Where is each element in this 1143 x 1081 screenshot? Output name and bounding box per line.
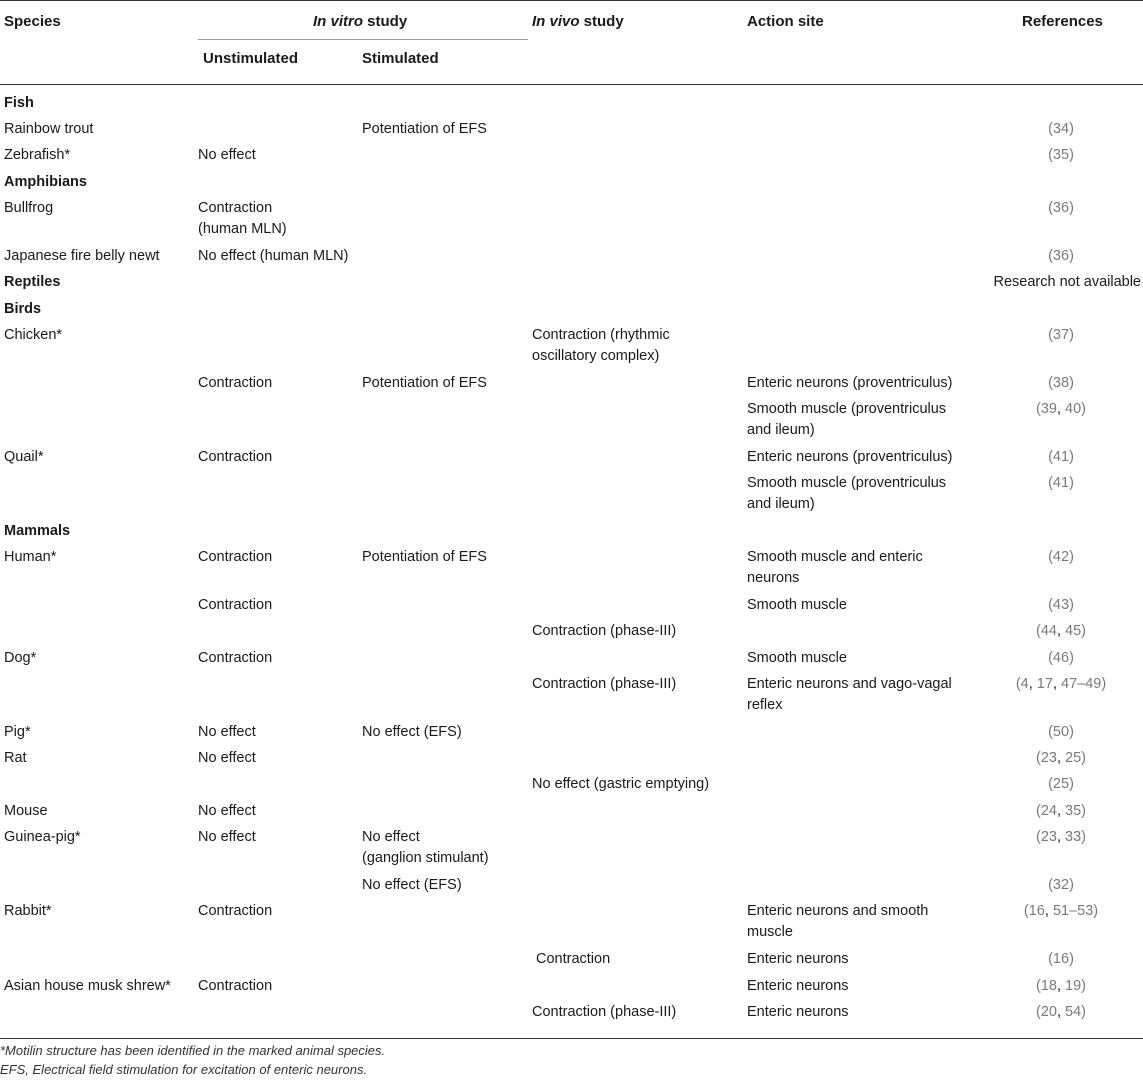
action-site-cell: Smooth muscle (proventriculus (747, 475, 947, 491)
ref-close-paren: ) (1069, 200, 1074, 216)
species-cell: Mouse (4, 803, 48, 819)
reference-link[interactable]: 51–53 (1052, 903, 1094, 919)
references-cell (1048, 198, 1074, 219)
reference-link[interactable]: 16 (1052, 951, 1070, 967)
references-cell (1048, 648, 1074, 669)
header-bottom-rule (0, 84, 1143, 85)
header-references: References (1022, 13, 1103, 30)
reference-link[interactable]: 42 (1052, 549, 1070, 565)
group-heading: Reptiles (4, 274, 61, 290)
reference-link[interactable]: 23 (1040, 750, 1057, 766)
species-cell: Pig* (4, 724, 31, 740)
reference-link[interactable]: 43 (1052, 597, 1070, 613)
ref-close-paren: ) (1081, 623, 1087, 639)
in-vivo-cell: Contraction (rhythmic (532, 327, 670, 343)
action-site-cell: Enteric neurons (747, 1004, 849, 1020)
ref-close-paren: ) (1081, 829, 1087, 845)
stimulated-cell: No effect (362, 829, 420, 845)
action-site-cell-line2: reflex (747, 697, 783, 713)
reference-link[interactable]: 45 (1065, 623, 1082, 639)
reference-link[interactable]: 19 (1065, 978, 1082, 994)
unstimulated-cell: Contraction (198, 597, 273, 613)
references-cell (1048, 547, 1074, 568)
stimulated-cell: Potentiation of EFS (362, 549, 487, 565)
species-cell: Zebrafish* (4, 147, 71, 163)
reference-link[interactable]: 36 (1052, 248, 1070, 264)
ref-close-paren: ) (1069, 724, 1074, 740)
reference-link[interactable]: 17 (1036, 676, 1053, 692)
header-in-vivo-italic: In vivo (532, 13, 580, 30)
references-cell (1048, 595, 1074, 616)
reference-link[interactable]: 16 (1028, 903, 1045, 919)
references-cell: Research not available (993, 274, 1141, 290)
unstimulated-cell: Contraction (198, 200, 273, 216)
in-vivo-cell-line2: oscillatory complex) (532, 348, 660, 364)
stimulated-cell-line2: (ganglion stimulant) (362, 850, 489, 866)
action-site-cell: Smooth muscle (747, 597, 847, 613)
reference-link[interactable]: 32 (1052, 877, 1070, 893)
ref-open-paren: ( (1035, 829, 1041, 845)
species-cell: Bullfrog (4, 200, 54, 216)
reference-link[interactable]: 44 (1040, 623, 1057, 639)
header-in-vitro (313, 11, 407, 32)
ref-open-paren: ( (1048, 877, 1053, 893)
reference-link[interactable]: 50 (1052, 724, 1070, 740)
stimulated-cell: No effect (EFS) (362, 724, 462, 740)
action-site-cell: Enteric neurons and smooth (747, 903, 929, 919)
ref-close-paren: ) (1081, 978, 1087, 994)
reference-link[interactable]: 41 (1052, 449, 1070, 465)
references-cell (1048, 949, 1074, 970)
ref-close-paren: ) (1069, 475, 1074, 491)
references-cell: (23, 33) (1035, 829, 1087, 845)
in-vivo-cell: Contraction (536, 951, 611, 967)
header-action-site: Action site (747, 13, 824, 30)
reference-link[interactable]: 24 (1040, 803, 1057, 819)
references-cell (1048, 875, 1074, 896)
ref-close-paren: ) (1069, 327, 1074, 343)
species-cell: Rat (4, 750, 27, 766)
references-cell: (4, 17, 47–49) (1015, 676, 1107, 692)
species-cell: Dog* (4, 650, 37, 666)
unstimulated-cell: No effect (human MLN) (198, 248, 349, 264)
in-vitro-span-rule (198, 39, 528, 40)
header-in-vitro-italic: In vitro (313, 13, 364, 30)
ref-open-paren: ( (1035, 803, 1041, 819)
ref-open-paren: ( (1048, 121, 1053, 137)
reference-link[interactable]: 25 (1065, 750, 1082, 766)
ref-close-paren: ) (1069, 375, 1074, 391)
references-cell (1048, 119, 1074, 140)
unstimulated-cell: Contraction (198, 375, 273, 391)
ref-close-paren: ) (1069, 877, 1074, 893)
ref-close-paren: ) (1069, 597, 1074, 613)
ref-open-paren: ( (1048, 650, 1053, 666)
ref-close-paren: ) (1069, 449, 1074, 465)
reference-link[interactable]: 47–49 (1061, 676, 1102, 692)
action-site-cell: Smooth muscle (747, 650, 847, 666)
action-site-cell: Enteric neurons and vago-vagal (747, 676, 952, 692)
ref-open-paren: ( (1048, 597, 1053, 613)
ref-close-paren: ) (1101, 676, 1107, 692)
references-cell (1048, 246, 1074, 267)
ref-close-paren: ) (1081, 1004, 1087, 1020)
stimulated-cell: No effect (EFS) (362, 877, 462, 893)
action-site-cell-line2: neurons (747, 570, 800, 586)
reference-link[interactable]: 20 (1040, 1004, 1057, 1020)
ref-close-paren: ) (1069, 549, 1074, 565)
header-stimulated: Stimulated (362, 50, 439, 67)
references-cell (1048, 373, 1074, 394)
reference-link[interactable]: 18 (1040, 978, 1057, 994)
ref-close-paren: ) (1081, 803, 1087, 819)
unstimulated-cell: No effect (198, 147, 256, 163)
reference-link[interactable]: 4 (1020, 676, 1029, 692)
references-cell: (20, 54) (1035, 1004, 1087, 1020)
species-cell: Rainbow trout (4, 121, 94, 137)
ref-close-paren: ) (1081, 750, 1087, 766)
reference-link[interactable]: 23 (1040, 829, 1057, 845)
references-cell (1048, 473, 1074, 494)
references-cell (1048, 447, 1074, 468)
ref-open-paren: ( (1048, 449, 1053, 465)
footnote-efs: EFS, Electrical field stimulation for excitation of enteric neurons. (0, 1062, 368, 1077)
action-site-cell: Enteric neurons (proventriculus) (747, 375, 953, 391)
ref-open-paren: ( (1035, 1004, 1041, 1020)
ref-open-paren: ( (1048, 327, 1053, 343)
group-heading: Amphibians (4, 174, 87, 190)
ref-open-paren: ( (1035, 978, 1041, 994)
unstimulated-cell: No effect (198, 803, 256, 819)
reference-link[interactable]: 33 (1065, 829, 1082, 845)
references-cell: (24, 35) (1035, 803, 1087, 819)
ref-open-paren: ( (1048, 200, 1053, 216)
ref-open-paren: ( (1048, 951, 1053, 967)
reference-link[interactable]: 39 (1040, 401, 1057, 417)
reference-link[interactable]: 34 (1052, 121, 1070, 137)
action-site-cell-line2: muscle (747, 924, 793, 940)
references-cell (1048, 325, 1074, 346)
ref-open-paren: ( (1048, 549, 1053, 565)
reference-link[interactable]: 25 (1052, 776, 1070, 792)
header-in-vivo-rest: study (579, 13, 624, 30)
action-site-cell-line2: and ileum) (747, 496, 815, 512)
ref-close-paren: ) (1093, 903, 1099, 919)
ref-close-paren: ) (1069, 147, 1074, 163)
ref-close-paren: ) (1081, 401, 1087, 417)
unstimulated-cell: No effect (198, 829, 256, 845)
species-cell: Japanese fire belly newt (4, 248, 160, 264)
stimulated-cell: Potentiation of EFS (362, 121, 487, 137)
action-site-cell: Smooth muscle and enteric (747, 549, 923, 565)
ref-open-paren: ( (1023, 903, 1029, 919)
group-heading: Birds (4, 301, 42, 317)
reference-link[interactable]: 40 (1065, 401, 1082, 417)
unstimulated-cell: Contraction (198, 449, 273, 465)
species-cell: Quail* (4, 449, 44, 465)
in-vivo-cell: Contraction (phase-III) (532, 676, 677, 692)
ref-close-paren: ) (1069, 248, 1074, 264)
ref-open-paren: ( (1048, 776, 1053, 792)
ref-open-paren: ( (1048, 475, 1053, 491)
unstimulated-cell: No effect (198, 724, 256, 740)
ref-open-paren: ( (1048, 248, 1053, 264)
in-vivo-cell: Contraction (phase-III) (532, 1004, 677, 1020)
references-cell: (44, 45) (1035, 623, 1087, 639)
reference-link[interactable]: 35 (1052, 147, 1070, 163)
in-vivo-cell: No effect (gastric emptying) (532, 776, 710, 792)
ref-open-paren: ( (1048, 375, 1053, 391)
ref-open-paren: ( (1048, 724, 1053, 740)
action-site-cell: Enteric neurons (proventriculus) (747, 449, 953, 465)
header-in-vitro-rest: study (363, 13, 408, 30)
unstimulated-cell-line2: (human MLN) (198, 221, 287, 237)
action-site-cell: Enteric neurons (747, 978, 849, 994)
table-bottom-rule (0, 1038, 1143, 1039)
references-cell (1048, 145, 1074, 166)
action-site-cell-line2: and ileum) (747, 422, 815, 438)
unstimulated-cell: Contraction (198, 978, 273, 994)
species-cell: Guinea-pig* (4, 829, 81, 845)
ref-open-paren: ( (1048, 147, 1053, 163)
references-cell: (16, 51–53) (1023, 903, 1099, 919)
references-cell: (39, 40) (1035, 401, 1087, 417)
reference-link[interactable]: 41 (1052, 475, 1070, 491)
reference-link[interactable]: 37 (1052, 327, 1070, 343)
reference-link[interactable]: 38 (1052, 375, 1070, 391)
table-top-rule (0, 0, 1143, 1)
reference-link[interactable]: 54 (1065, 1004, 1082, 1020)
unstimulated-cell: Contraction (198, 650, 273, 666)
ref-open-paren: ( (1035, 750, 1041, 766)
footnote-motilin: *Motilin structure has been identified in the marked animal species. (0, 1043, 386, 1058)
unstimulated-cell: No effect (198, 750, 256, 766)
references-cell (1048, 722, 1074, 743)
species-cell: Chicken* (4, 327, 63, 343)
ref-open-paren: ( (1015, 676, 1021, 692)
ref-close-paren: ) (1069, 776, 1074, 792)
unstimulated-cell: Contraction (198, 903, 273, 919)
species-cell: Human* (4, 549, 57, 565)
species-cell: Rabbit* (4, 903, 52, 919)
group-heading: Mammals (4, 523, 71, 539)
ref-close-paren: ) (1069, 650, 1074, 666)
ref-open-paren: ( (1035, 623, 1041, 639)
stimulated-cell: Potentiation of EFS (362, 375, 487, 391)
action-site-cell: Enteric neurons (747, 951, 849, 967)
unstimulated-cell: Contraction (198, 549, 273, 565)
references-cell (1048, 774, 1074, 795)
references-cell: (18, 19) (1035, 978, 1087, 994)
ref-close-paren: ) (1069, 951, 1074, 967)
group-heading: Fish (4, 95, 34, 111)
reference-link[interactable]: 36 (1052, 200, 1070, 216)
header-unstimulated: Unstimulated (203, 50, 299, 67)
header-species: Species (4, 13, 61, 30)
in-vivo-cell: Contraction (phase-III) (532, 623, 677, 639)
references-cell: (23, 25) (1035, 750, 1087, 766)
reference-link[interactable]: 35 (1065, 803, 1082, 819)
ref-close-paren: ) (1069, 121, 1074, 137)
ref-open-paren: ( (1035, 401, 1041, 417)
species-cell: Asian house musk shrew* (4, 978, 171, 994)
header-in-vivo (532, 11, 624, 32)
action-site-cell: Smooth muscle (proventriculus (747, 401, 947, 417)
reference-link[interactable]: 46 (1052, 650, 1070, 666)
